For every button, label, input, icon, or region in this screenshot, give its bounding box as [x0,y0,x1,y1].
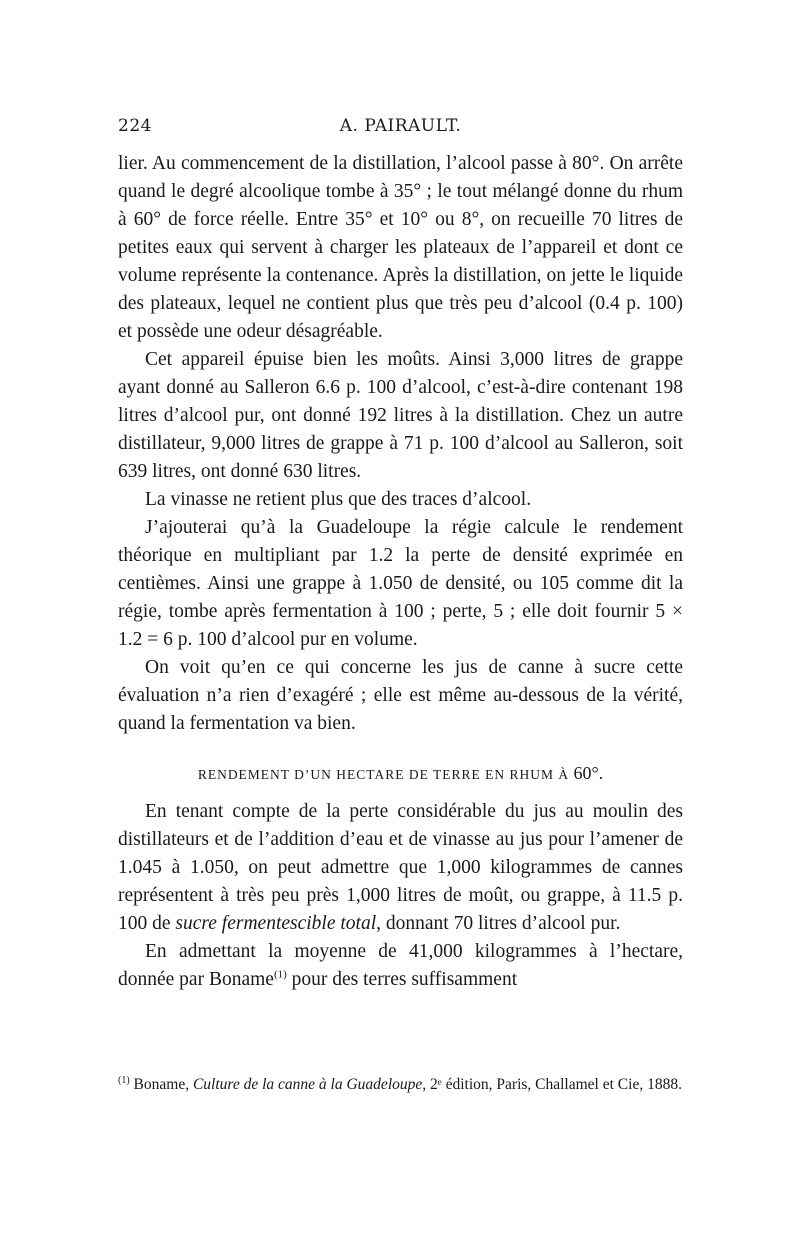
page-body [118,150,683,994]
section-heading-degree: 60°. [573,763,604,783]
paragraph-regie: J’ajouterai qu’à la Guadeloupe la régie calcule le rendement théorique en multipliant par 1.2 la perte de densité exprimée en centièmes. Ainsi une grappe à 1.050 de densité, ou 105 comme dit la régie, tombe après fermentation à 100 ; perte, 5 ; elle doit fournir 5 × 1.2 = 6 p. 100 d’alcool pur en volume. [118,517,683,650]
paragraph-moyenne-text-a: En admettant la moyenne de 41,000 kilogrammes à l’hectare, donnée par Boname [118,941,683,990]
running-head: A. PAIRAULT. [339,116,462,136]
section-heading [118,762,683,786]
paragraph-vinasse: La vinasse ne retient plus que des traces d’alcool. [145,489,532,510]
paragraph-distillation: lier. Au commencement de la distillation, l’alcool passe à 80°. On arrête quand le degré alcoolique tombe à 35° ; le tout mélangé donne du rhum à 60° de force réelle. Entre 35° et 10° ou 8°, on recueille 70 litres de petites eaux qui servent à charger les plateaux de l’appareil et dont ce volume représente la contenance. Après la distillation, on jette le liquide des plateaux, lequel ne contient plus que très peu d’alcool (0.4 p. 100) et possède une odeur désagréable. [118,153,683,342]
footnote-reference[interactable]: (1) [273,968,287,981]
paragraph-perte-text-b: , donnant 70 litres d’alcool pur. [376,913,621,934]
paragraph-moyenne-text-b: pour des terres suffisamment [286,969,518,990]
paragraph-perte [118,798,683,938]
page-header [118,116,683,142]
paragraph-moyenne [118,938,683,994]
section-heading-text: RENDEMENT D’UN HECTARE DE TERRE EN RHUM À [197,767,570,782]
footnote-title: Culture de la canne à la Guadeloupe [192,1076,423,1094]
footnote-mark: (1) [118,1075,130,1086]
page-number: 224 [118,116,152,136]
paragraph-perte-italic: sucre fermentescible total [175,913,377,934]
paragraph-appareil: Cet appareil épuise bien les moûts. Ainsi 3,000 litres de grappe ayant donné au Salleron 6.6 p. 100 d’alcool, c’est-à-dire contenant 198 litres d’alcool pur, ont donné 192 litres à la distillation. Chez un autre distillateur, 9,000 litres de grappe à 71 p. 100 d’alcool au Salleron, soit 639 litres, ont donné 630 litres. [118,349,683,482]
paragraph-evaluation: On voit qu’en ce qui concerne les jus de canne à sucre cette évaluation n’a rien d’exagéré ; elle est même au-dessous de la vérité, quand la fermentation va bien. [118,657,683,734]
footnote-rest: , 2ᵉ édition, Paris, Challamel et Cie, 1888. [422,1076,682,1094]
footnote [118,1070,683,1096]
paragraph-perte-text-a: En tenant compte de la perte considérable du jus au moulin des distillateurs et de l’addition d’eau et de vinasse au jus pour l’amener de 1.045 à 1.050, on peut admettre que 1,000 kilogrammes de cannes représentent à très peu près 1,000 litres de moût, ou grappe, à 11.5 p. 100 de [118,801,683,934]
footnote-author: Boname, [133,1076,190,1094]
